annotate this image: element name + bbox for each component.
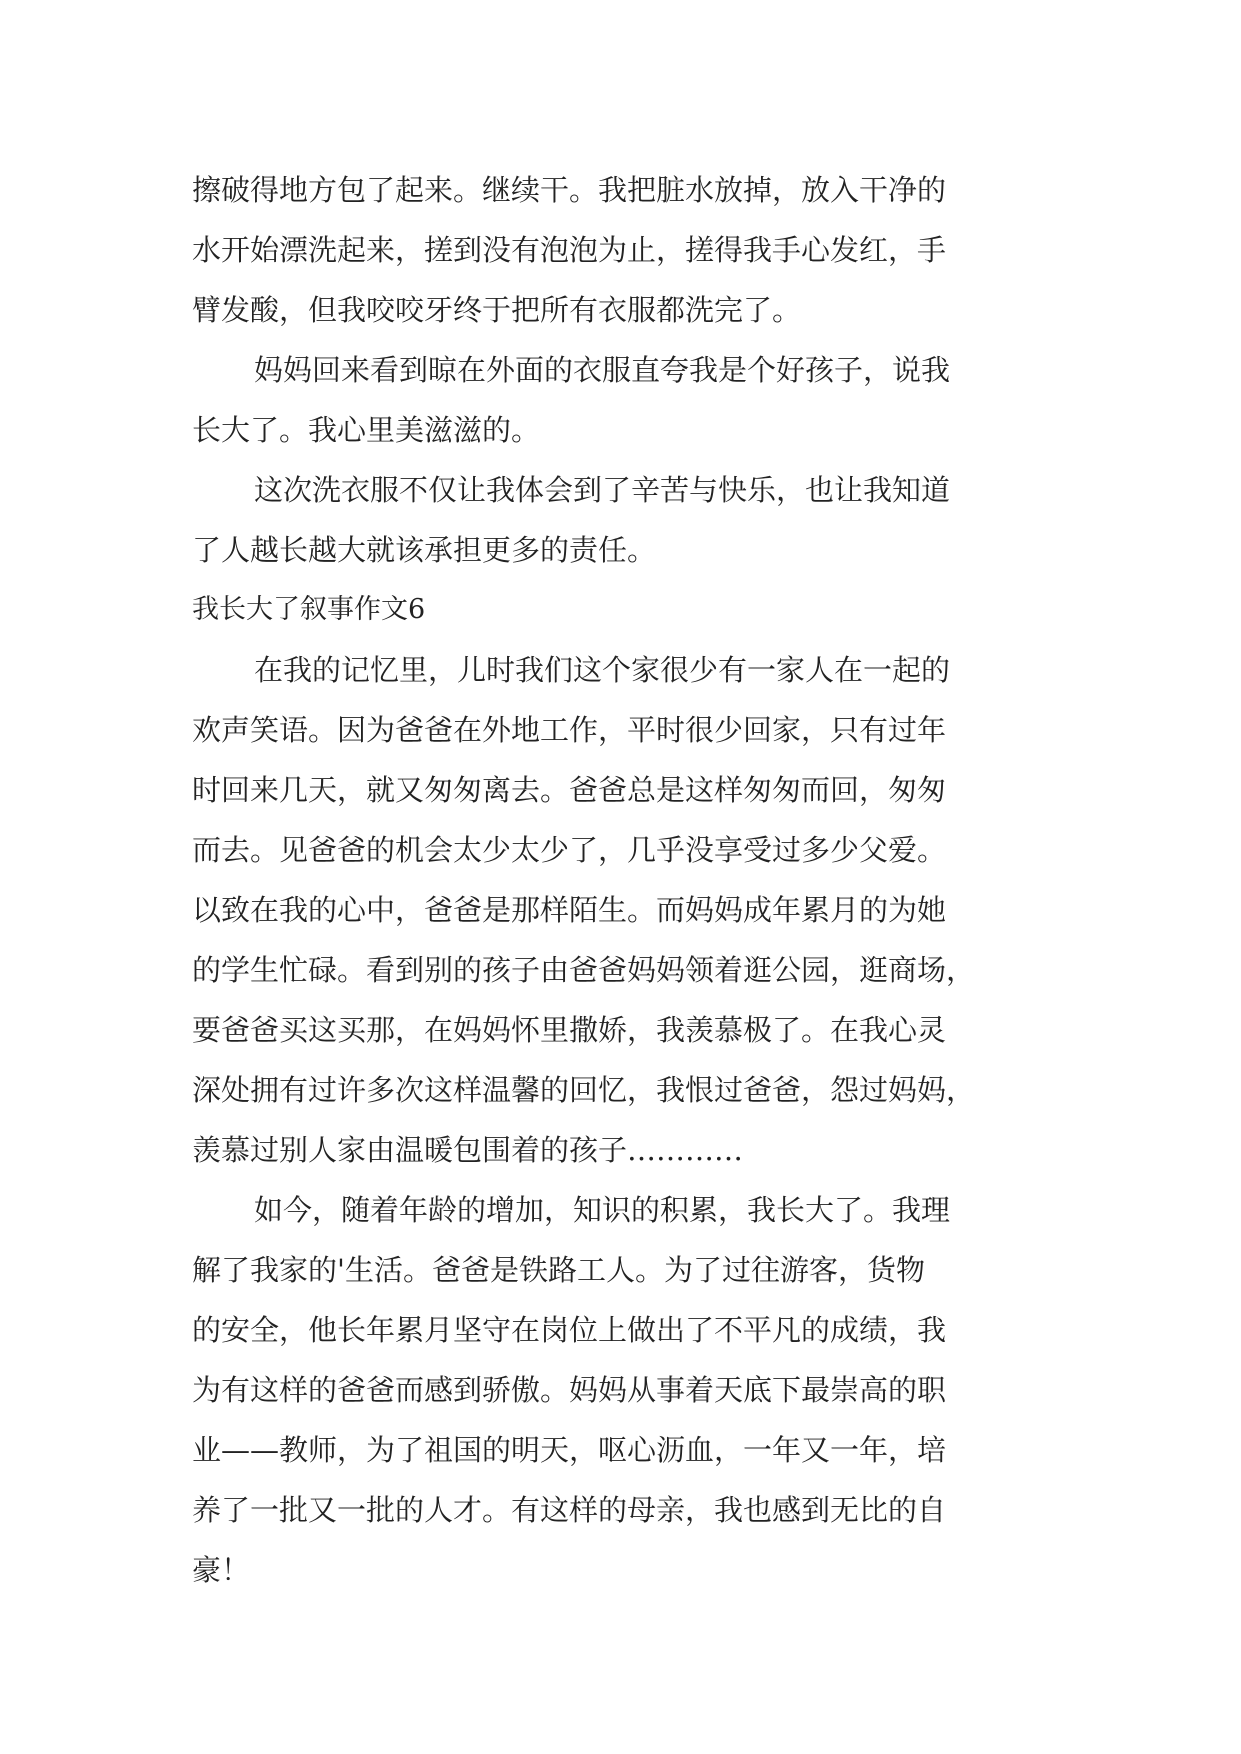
paragraph-line: 水开始漂洗起来，搓到没有泡泡为止，搓得我手心发红，手 <box>192 233 947 267</box>
paragraph-line: 臂发酸，但我咬咬牙终于把所有衣服都洗完了。 <box>192 293 802 327</box>
paragraph-line: 解了我家的'生活。爸爸是铁路工人。为了过往游客，货物 <box>192 1253 925 1287</box>
paragraph-line: 在我的记忆里，儿时我们这个家很少有一家人在一起的 <box>254 653 951 687</box>
paragraph-line: 羡慕过别人家由温暖包围着的孩子………… <box>192 1133 744 1167</box>
paragraph-line: 了人越长越大就该承担更多的责任。 <box>192 533 657 567</box>
paragraph-line: 深处拥有过许多次这样温馨的回忆，我恨过爸爸，怨过妈妈， <box>192 1073 976 1107</box>
paragraph-line: 要爸爸买这买那，在妈妈怀里撒娇，我羡慕极了。在我心灵 <box>192 1013 947 1047</box>
paragraph-line: 为有这样的爸爸而感到骄傲。妈妈从事着天底下最崇高的职 <box>192 1373 947 1407</box>
paragraph-line: 业——教师，为了祖国的明天，呕心沥血，一年又一年，培 <box>192 1433 947 1467</box>
paragraph-line: 的安全，他长年累月坚守在岗位上做出了不平凡的成绩，我 <box>192 1313 947 1347</box>
paragraph-line: 长大了。我心里美滋滋的。 <box>192 413 541 447</box>
section-heading-text: 我长大了叙事作文6 <box>192 594 426 625</box>
paragraph <box>192 640 1072 1180</box>
paragraph-line: 如今，随着年龄的增加，知识的积累，我长大了。我理 <box>254 1193 951 1227</box>
paragraph <box>192 340 1072 460</box>
paragraph <box>192 160 1072 340</box>
paragraph-line: 养了一批又一批的人才。有这样的母亲，我也感到无比的自 <box>192 1493 947 1527</box>
paragraph-line: 欢声笑语。因为爸爸在外地工作，平时很少回家，只有过年 <box>192 713 947 747</box>
paragraph-line: 擦破得地方包了起来。继续干。我把脏水放掉，放入干净的 <box>192 173 947 207</box>
document-body <box>192 160 1072 1600</box>
paragraph-line: 这次洗衣服不仅让我体会到了辛苦与快乐，也让我知道 <box>254 473 951 507</box>
paragraph <box>192 460 1072 580</box>
paragraph-line: 豪！ <box>192 1553 251 1587</box>
section-heading <box>192 580 1072 640</box>
paragraph-line: 时回来几天，就又匆匆离去。爸爸总是这样匆匆而回，匆匆 <box>192 773 947 807</box>
paragraph-line: 的学生忙碌。看到别的孩子由爸爸妈妈领着逛公园，逛商场， <box>192 953 976 987</box>
paragraph <box>192 1180 1072 1600</box>
paragraph-line: 妈妈回来看到晾在外面的衣服直夸我是个好孩子，说我 <box>254 353 951 387</box>
paragraph-line: 而去。见爸爸的机会太少太少了，几乎没享受过多少父爱。 <box>192 833 947 867</box>
paragraph-line: 以致在我的心中，爸爸是那样陌生。而妈妈成年累月的为她 <box>192 893 947 927</box>
